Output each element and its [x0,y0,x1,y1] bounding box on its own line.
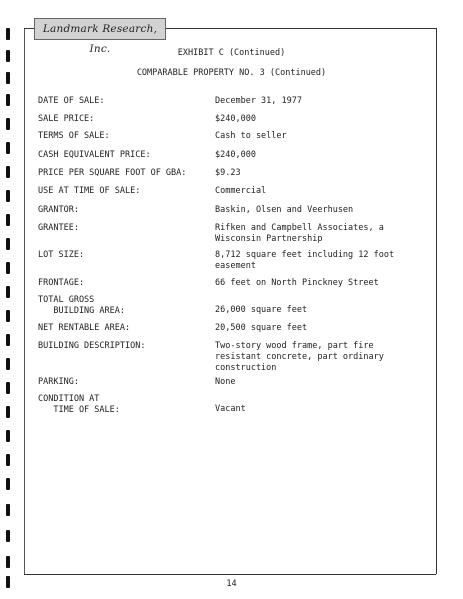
property-heading: COMPARABLE PROPERTY NO. 3 (Continued) [136,68,327,78]
field-value: Two-story wood frame, part fire resistant concrete, part ordinary construction [215,341,384,373]
field-value: December 31, 1977 [215,96,302,106]
field-label: NET RENTABLE AREA: [38,323,131,333]
field-label: FRONTAGE: [38,278,85,288]
field-label: TOTAL GROSS BUILDING AREA: [38,295,125,316]
field-label: GRANTEE: [38,223,79,233]
field-value: $240,000 [215,114,256,124]
frame-bottom-line [24,574,436,575]
field-value: Rifken and Campbell Associates, a Wisconsin Partnership [215,223,384,244]
field-value: 8,712 square feet including 12 foot easement [215,250,395,271]
frame-left-line [24,28,25,574]
field-value: Vacant [215,404,246,414]
field-label: PRICE PER SQUARE FOOT OF GBA: [38,168,187,178]
exhibit-heading: EXHIBIT C (Continued) [177,48,286,58]
field-label: SALE PRICE: [38,114,95,124]
field-value: 20,500 square feet [215,323,308,333]
field-value: 26,000 square feet [215,305,308,315]
field-label: CONDITION AT TIME OF SALE: [38,394,120,415]
field-value: Baskin, Olsen and Veerhusen [215,205,354,215]
field-label: CASH EQUIVALENT PRICE: [38,150,151,160]
field-label: DATE OF SALE: [38,96,105,106]
field-label: TERMS OF SALE: [38,131,110,141]
field-value: $240,000 [215,150,256,160]
binder-holes [6,28,11,588]
field-label: GRANTOR: [38,205,79,215]
field-label: USE AT TIME OF SALE: [38,186,141,196]
frame-right-line [436,28,437,574]
field-value: None [215,377,236,387]
page-number: 14 [226,579,237,589]
field-label: LOT SIZE: [38,250,85,260]
field-label: PARKING: [38,377,79,387]
company-logo: Landmark Research, Inc. [34,18,166,40]
field-value: $9.23 [215,168,241,178]
field-value: Commercial [215,186,267,196]
field-value: Cash to seller [215,131,287,141]
field-value: 66 feet on North Pinckney Street [215,278,379,288]
field-label: BUILDING DESCRIPTION: [38,341,146,351]
